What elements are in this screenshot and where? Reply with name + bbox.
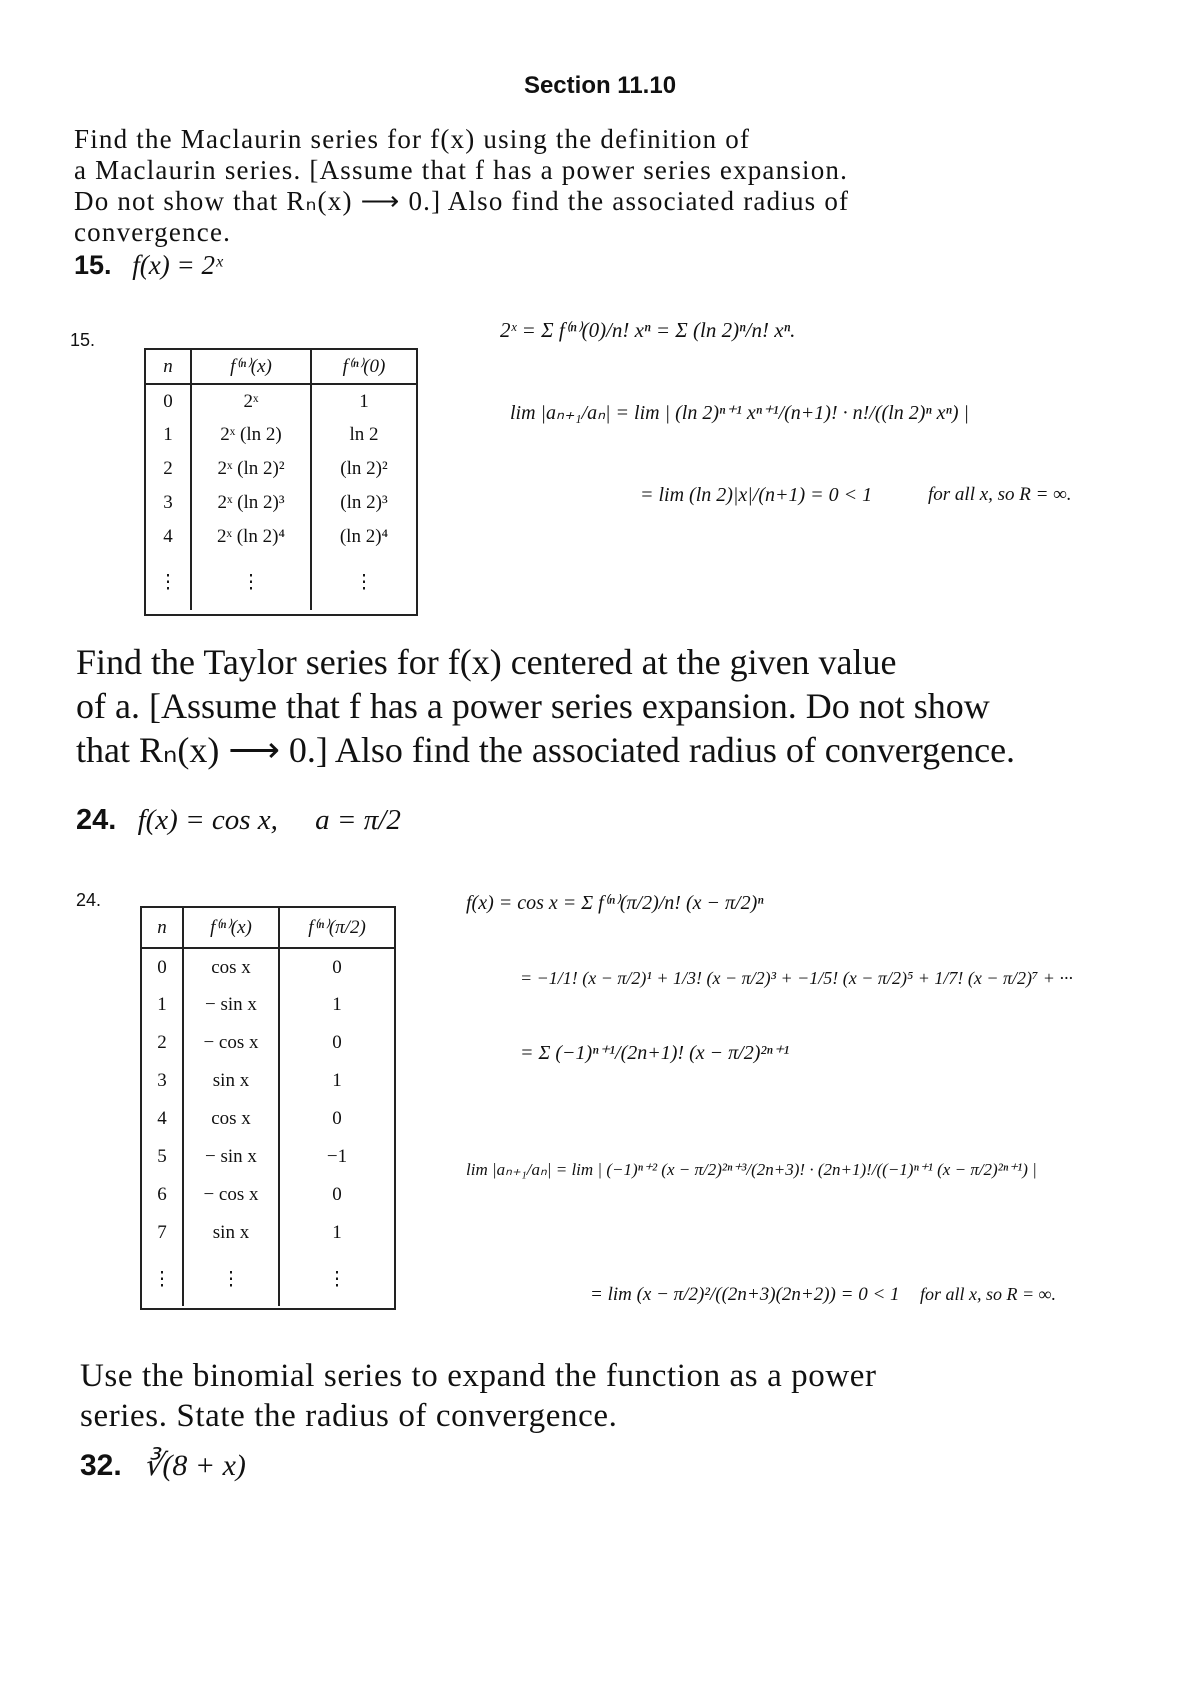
table-header: n — [146, 350, 191, 384]
instruction-line: Use the binomial series to expand the function as a power — [80, 1358, 877, 1394]
binomial-instructions — [80, 1356, 1140, 1436]
table-row — [142, 1062, 394, 1100]
radius-conclusion-24: for all x, so R = ∞. — [920, 1284, 1056, 1304]
table-cell: 7 — [142, 1214, 183, 1252]
table-cell: 1 — [332, 994, 342, 1015]
table-cell: ⋮ — [354, 571, 374, 593]
instruction-line: Find the Taylor series for f(x) centered at the given value — [76, 642, 897, 682]
limit-result-15: = lim (ln 2)|x|/(n+1) = 0 < 1 — [640, 484, 873, 506]
table-cell: 0 — [332, 1184, 342, 1205]
table-cell: ⋮ — [146, 554, 191, 610]
solution-label-15: 15. — [70, 330, 96, 350]
table-cell: 5 — [142, 1138, 183, 1176]
table-cell: ⋮ — [327, 1268, 347, 1290]
problem-function: ∛(8 + x) — [143, 1449, 246, 1482]
table-row — [146, 418, 416, 452]
instruction-line: that Rₙ(x) ⟶ 0.] Also find the associated radius of convergence. — [76, 730, 1016, 770]
table-header: f⁽ⁿ⁾(0) — [311, 350, 416, 384]
table-cell: 4 — [142, 1100, 183, 1138]
maclaurin-instructions — [74, 124, 1154, 248]
ratio-test-24: lim |aₙ₊₁/aₙ| = lim | (−1)ⁿ⁺² (x − π/2)²ⁿ⁺³/(2n+3)! · (2n+1)!/((−1)ⁿ⁺¹ (x − π/2)²ⁿ⁺¹) | — [466, 1160, 1037, 1179]
table-cell: − sin x — [183, 1138, 279, 1176]
table-cell: 1 — [146, 418, 191, 452]
table-cell: 0 — [142, 948, 183, 986]
table-row — [146, 520, 416, 554]
series-expression-24: f(x) = cos x = Σ f⁽ⁿ⁾(π/2)/n! (x − π/2)ⁿ — [466, 892, 764, 914]
instruction-line: of a. [Assume that f has a power series expansion. Do not show — [76, 686, 990, 726]
problem-32-statement — [80, 1448, 246, 1483]
derivative-table-15 — [144, 348, 418, 616]
table-cell: sin x — [183, 1062, 279, 1100]
table-row — [146, 452, 416, 486]
instruction-line: Find the Maclaurin series for f(x) using the definition of — [74, 124, 751, 154]
table-cell: 2ˣ (ln 2)⁴ — [191, 520, 311, 554]
table-header: f⁽ⁿ⁾(x) — [191, 350, 311, 384]
table-cell: ⋮ — [183, 1252, 279, 1306]
table-cell: ⋮ — [142, 1252, 183, 1306]
problem-15-statement — [74, 250, 223, 281]
table-header: f⁽ⁿ⁾(x) — [183, 908, 279, 948]
table-row — [142, 1100, 394, 1138]
problem-number: 24. — [76, 804, 117, 836]
table-cell: 0 — [146, 384, 191, 418]
closed-form-24: = Σ (−1)ⁿ⁺¹/(2n+1)! (x − π/2)²ⁿ⁺¹ — [520, 1042, 790, 1064]
table-cell: 2ˣ (ln 2) — [191, 418, 311, 452]
limit-result-24: = lim (x − π/2)²/((2n+3)(2n+2)) = 0 < 1 — [590, 1284, 900, 1305]
table-row — [142, 1252, 394, 1306]
table-cell: −1 — [326, 1146, 348, 1167]
table-cell: 2ˣ — [191, 384, 311, 418]
table-cell: 6 — [142, 1176, 183, 1214]
table-cell: 1 — [142, 986, 183, 1024]
table-cell: 1 — [332, 1070, 342, 1091]
table-cell: 0 — [332, 956, 342, 978]
instruction-line: convergence. — [74, 217, 232, 247]
table-cell: ⋮ — [191, 554, 311, 610]
table-cell: 4 — [146, 520, 191, 554]
series-expression-15: 2ˣ = Σ f⁽ⁿ⁾(0)/n! xⁿ = Σ (ln 2)ⁿ/n! xⁿ. — [500, 318, 796, 342]
radius-conclusion-15: for all x, so R = ∞. — [928, 484, 1072, 505]
table-cell: (ln 2)³ — [340, 492, 388, 513]
table-cell: 2 — [146, 452, 191, 486]
problem-number: 15. — [74, 250, 112, 280]
problem-24-statement — [76, 804, 401, 837]
table-header: f⁽ⁿ⁾(π/2) — [279, 908, 394, 948]
table-row — [142, 986, 394, 1024]
instruction-line: series. State the radius of convergence. — [80, 1398, 618, 1434]
table-row — [142, 1024, 394, 1062]
ratio-test-15: lim |aₙ₊₁/aₙ| = lim | (ln 2)ⁿ⁺¹ xⁿ⁺¹/(n+1)! · n!/((ln 2)ⁿ xⁿ) | — [510, 402, 969, 424]
table-cell: 2ˣ (ln 2)³ — [191, 486, 311, 520]
taylor-instructions — [76, 640, 1166, 772]
expanded-series-24: = −1/1! (x − π/2)¹ + 1/3! (x − π/2)³ + −1/5! (x − π/2)⁵ + 1/7! (x − π/2)⁷ + ··· — [520, 968, 1073, 988]
table-cell: 1 — [359, 390, 369, 412]
table-row — [142, 1214, 394, 1252]
problem-function: f(x) = 2ˣ — [132, 250, 223, 280]
table-row — [142, 948, 394, 986]
table-header: n — [142, 908, 183, 948]
derivative-table-24 — [140, 906, 396, 1310]
table-cell: cos x — [183, 948, 279, 986]
table-cell: (ln 2)⁴ — [339, 526, 389, 547]
table-row — [146, 486, 416, 520]
table-row — [146, 384, 416, 418]
table-cell: − cos x — [183, 1024, 279, 1062]
table-row — [146, 554, 416, 610]
problem-function: f(x) = cos x, — [137, 804, 278, 836]
table-cell: 1 — [332, 1222, 342, 1243]
table-cell: − sin x — [183, 986, 279, 1024]
table-row — [142, 1176, 394, 1214]
table-cell: ln 2 — [349, 424, 379, 445]
table-cell: 3 — [142, 1062, 183, 1100]
table-cell: 2ˣ (ln 2)² — [191, 452, 311, 486]
table-cell: 0 — [332, 1032, 342, 1053]
table-row — [142, 1138, 394, 1176]
solution-label-24: 24. — [76, 890, 102, 910]
table-cell: − cos x — [183, 1176, 279, 1214]
problem-number: 32. — [80, 1449, 122, 1482]
section-title: Section 11.10 — [523, 72, 677, 99]
instruction-line: Do not show that Rₙ(x) ⟶ 0.] Also find the associated radius of — [74, 186, 850, 216]
table-cell: sin x — [183, 1214, 279, 1252]
table-cell: 2 — [142, 1024, 183, 1062]
table-cell: 0 — [332, 1108, 342, 1129]
problem-center: a = π/2 — [315, 804, 401, 836]
instruction-line: a Maclaurin series. [Assume that f has a power series expansion. — [74, 155, 849, 185]
table-cell: (ln 2)² — [340, 458, 388, 479]
table-cell: cos x — [183, 1100, 279, 1138]
table-cell: 3 — [146, 486, 191, 520]
